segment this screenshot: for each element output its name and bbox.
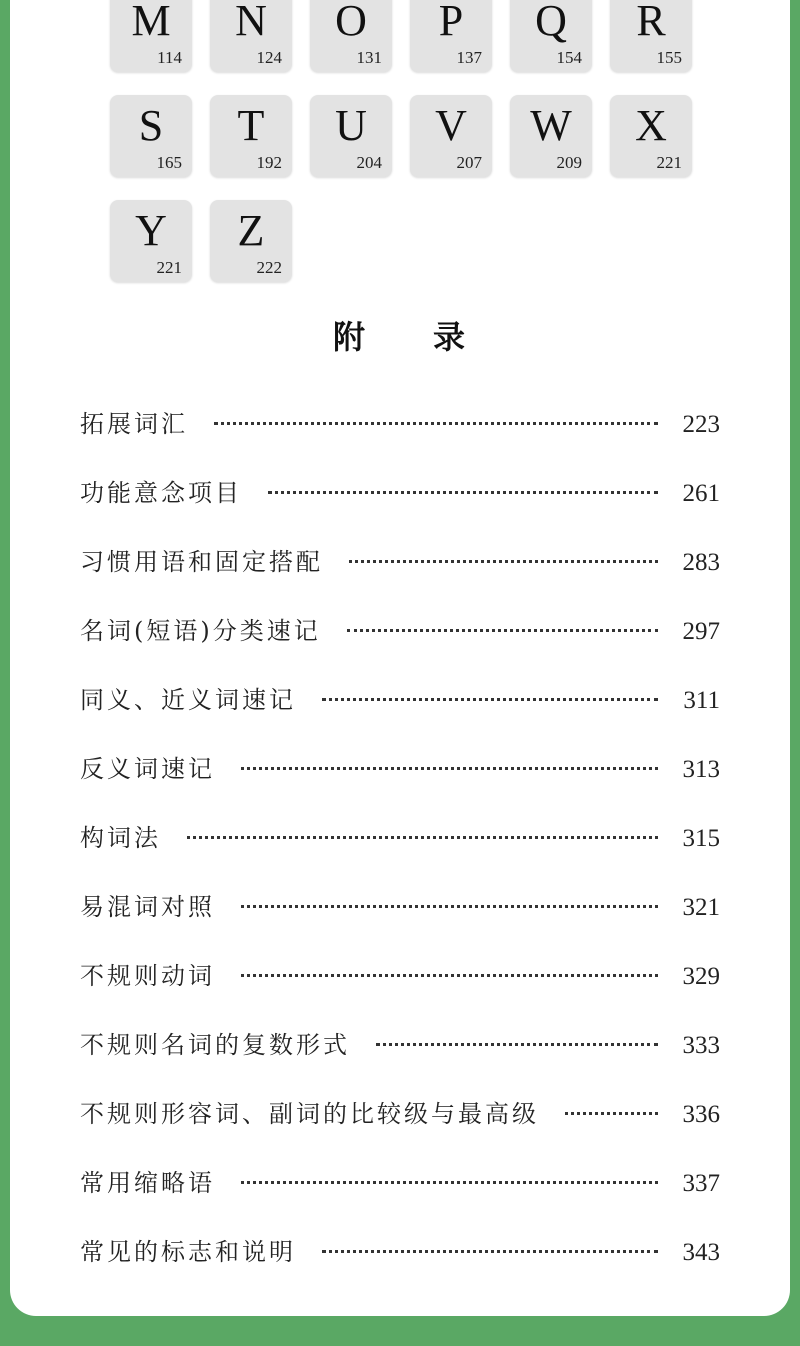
dot-leader — [322, 698, 658, 701]
tile-letter: S — [138, 101, 164, 150]
tile-letter: Q — [535, 0, 567, 45]
toc-entry-label: 构词法 — [80, 824, 161, 852]
toc-entry[interactable] — [80, 542, 720, 611]
toc-entry-page: 297 — [682, 618, 720, 645]
letter-tile-w[interactable] — [510, 95, 592, 177]
tile-page: 207 — [456, 153, 482, 172]
letter-tile-r[interactable] — [610, 0, 692, 72]
appendix-heading-part2: 录 — [433, 318, 468, 356]
toc-entry-page: 283 — [682, 549, 720, 576]
toc-entry-label: 易混词对照 — [80, 893, 215, 921]
letter-tile-u[interactable] — [310, 95, 392, 177]
toc-entry-label: 常见的标志和说明 — [80, 1238, 296, 1266]
appendix-heading — [10, 312, 790, 358]
dot-leader — [322, 1250, 658, 1253]
dot-leader — [376, 1043, 658, 1046]
tile-page: 221 — [656, 153, 682, 172]
content-card — [10, 0, 790, 1316]
tile-page: 222 — [256, 258, 282, 277]
tile-page: 137 — [456, 48, 482, 67]
tile-letter: Y — [135, 206, 167, 255]
dot-leader — [347, 629, 658, 632]
letter-tile-o[interactable] — [310, 0, 392, 72]
tile-letter: Z — [237, 206, 265, 255]
letter-tile-m[interactable] — [110, 0, 192, 72]
letter-tile-t[interactable] — [210, 95, 292, 177]
toc-entry-page: 313 — [682, 756, 720, 783]
letter-tile-x[interactable] — [610, 95, 692, 177]
dot-leader — [187, 836, 658, 839]
toc-entry-label: 常用缩略语 — [80, 1169, 215, 1197]
tile-page: 131 — [356, 48, 382, 67]
dot-leader — [241, 974, 658, 977]
tile-letter: V — [435, 101, 467, 150]
tile-letter: X — [635, 101, 667, 150]
toc-entry-label: 拓展词汇 — [80, 410, 188, 438]
toc-entry-page: 315 — [682, 825, 720, 852]
tile-page: 221 — [156, 258, 182, 277]
letter-tile-v[interactable] — [410, 95, 492, 177]
appendix-toc — [80, 404, 720, 1301]
toc-entry-label: 不规则形容词、副词的比较级与最高级 — [80, 1100, 539, 1128]
tile-page: 114 — [157, 48, 182, 67]
toc-entry-page: 223 — [682, 411, 720, 438]
letter-tile-y[interactable] — [110, 200, 192, 282]
toc-entry-label: 不规则名词的复数形式 — [80, 1031, 350, 1059]
toc-entry[interactable] — [80, 1094, 720, 1163]
appendix-heading-part1: 附 — [332, 318, 367, 356]
toc-entry[interactable] — [80, 1163, 720, 1232]
toc-entry[interactable] — [80, 818, 720, 887]
tile-page: 192 — [256, 153, 282, 172]
toc-entry-page: 311 — [683, 687, 720, 714]
tile-letter: N — [235, 0, 267, 45]
toc-entry[interactable] — [80, 404, 720, 473]
toc-entry-page: 261 — [682, 480, 720, 507]
tile-letter: W — [530, 101, 572, 150]
tile-page: 155 — [656, 48, 682, 67]
tile-letter: U — [335, 101, 367, 150]
toc-entry-label: 不规则动词 — [80, 962, 215, 990]
toc-entry-label: 同义、近义词速记 — [80, 686, 296, 714]
letter-tile-p[interactable] — [410, 0, 492, 72]
tile-page: 154 — [556, 48, 582, 67]
toc-entry-page: 329 — [682, 963, 720, 990]
toc-entry-page: 333 — [682, 1032, 720, 1059]
tile-page: 204 — [356, 153, 382, 172]
tile-letter: T — [237, 101, 265, 150]
toc-entry[interactable] — [80, 473, 720, 542]
letter-index-grid — [110, 0, 710, 290]
tile-letter: P — [438, 0, 464, 45]
toc-entry-label: 习惯用语和固定搭配 — [80, 548, 323, 576]
toc-entry[interactable] — [80, 611, 720, 680]
dot-leader — [349, 560, 658, 563]
dot-leader — [268, 491, 658, 494]
letter-tile-s[interactable] — [110, 95, 192, 177]
dot-leader — [241, 905, 658, 908]
tile-page: 165 — [156, 153, 182, 172]
tile-page: 209 — [556, 153, 582, 172]
toc-entry[interactable] — [80, 887, 720, 956]
toc-entry-page: 337 — [682, 1170, 720, 1197]
toc-entry-label: 名词(短语)分类速记 — [80, 617, 321, 645]
letter-tile-z[interactable] — [210, 200, 292, 282]
tile-letter: R — [636, 0, 666, 45]
toc-entry[interactable] — [80, 956, 720, 1025]
toc-entry-label: 功能意念项目 — [80, 479, 242, 507]
letter-tile-q[interactable] — [510, 0, 592, 72]
toc-entry-label: 反义词速记 — [80, 755, 215, 783]
toc-entry-page: 343 — [682, 1239, 720, 1266]
toc-entry-page: 336 — [682, 1101, 720, 1128]
dot-leader — [241, 1181, 658, 1184]
tile-page: 124 — [256, 48, 282, 67]
toc-entry[interactable] — [80, 680, 720, 749]
letter-tile-n[interactable] — [210, 0, 292, 72]
toc-entry[interactable] — [80, 1232, 720, 1301]
toc-entry-page: 321 — [682, 894, 720, 921]
dot-leader — [214, 422, 658, 425]
dot-leader — [565, 1112, 658, 1115]
tile-letter: M — [131, 0, 171, 45]
dot-leader — [241, 767, 658, 770]
tile-letter: O — [335, 0, 367, 45]
toc-entry[interactable] — [80, 749, 720, 818]
toc-entry[interactable] — [80, 1025, 720, 1094]
